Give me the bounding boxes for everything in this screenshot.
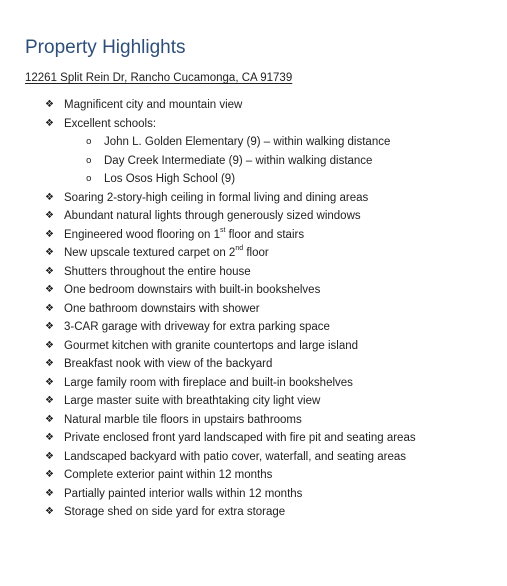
sub-list-item: [0, 170, 507, 189]
list-item: [0, 189, 507, 208]
list-item-text: Shutters throughout the entire house: [64, 265, 251, 278]
circle-bullet-icon: o: [86, 174, 92, 184]
list-item-text: Los Osos High School (9): [104, 173, 236, 185]
list-item-text: Soaring 2-story-high ceiling in formal living and dining areas: [64, 191, 369, 204]
list-item-text: Large family room with fireplace and built-in bookshelves: [64, 376, 353, 389]
list-item: [0, 281, 507, 300]
list-item: [0, 207, 507, 226]
page-title: Property Highlights: [25, 37, 186, 58]
circle-bullet-icon: o: [86, 137, 92, 147]
circle-bullet-icon: o: [86, 155, 92, 166]
list-item: [0, 355, 507, 374]
list-item: [0, 429, 507, 448]
diamond-bullet-icon: ❖: [45, 339, 54, 351]
diamond-bullet-icon: ❖: [45, 191, 54, 203]
list-item: [0, 115, 507, 134]
diamond-bullet-icon: ❖: [45, 469, 54, 480]
list-item-text: Gourmet kitchen with granite countertops and large island: [64, 339, 359, 352]
list-item-text: Private enclosed front yard landscaped with fire pit and seating areas: [64, 432, 416, 444]
list-item-text: Partially painted interior walls within 12 months: [64, 487, 303, 500]
diamond-bullet-icon: ❖: [45, 487, 54, 499]
list-item-text: Engineered wood flooring on 1st floor and stairs: [64, 226, 305, 241]
list-item-text: Complete exterior paint within 12 months: [64, 469, 273, 481]
list-item: [0, 300, 507, 319]
property-address: 12261 Split Rein Dr, Rancho Cucamonga, CA 91739: [25, 72, 293, 84]
list-item-text: New upscale textured carpet on 2nd floor: [64, 245, 269, 259]
list-item-text: Day Creek Intermediate (9) – within walking distance: [104, 154, 373, 167]
list-item-text: Storage shed on side yard for extra storage: [64, 506, 286, 518]
list-item: [0, 244, 507, 263]
list-item-text: Large master suite with breathtaking city light view: [64, 395, 321, 407]
diamond-bullet-icon: ❖: [45, 376, 54, 388]
diamond-bullet-icon: ❖: [45, 228, 54, 240]
list-item: [0, 485, 507, 504]
list-item-text: One bathroom downstairs with shower: [64, 302, 260, 315]
diamond-bullet-icon: ❖: [45, 506, 54, 517]
sub-list-item: [0, 133, 507, 152]
list-item: [0, 337, 507, 356]
diamond-bullet-icon: ❖: [45, 302, 54, 314]
diamond-bullet-icon: ❖: [45, 321, 54, 332]
list-item: [0, 392, 507, 411]
diamond-bullet-icon: ❖: [45, 99, 54, 110]
list-item: [0, 411, 507, 430]
diamond-bullet-icon: ❖: [45, 432, 54, 443]
diamond-bullet-icon: ❖: [45, 265, 54, 277]
list-item-text: 3-CAR garage with driveway for extra parking space: [64, 321, 330, 333]
list-item: [0, 318, 507, 337]
list-item-text: Excellent schools:: [64, 117, 157, 130]
list-item-text: Landscaped backyard with patio cover, waterfall, and seating areas: [64, 450, 407, 463]
sub-list-item: [0, 152, 507, 171]
list-item: [0, 448, 507, 467]
list-item-text: Magnificent city and mountain view: [64, 99, 243, 111]
diamond-bullet-icon: ❖: [45, 117, 54, 129]
list-item: [0, 226, 507, 245]
list-item-text: John L. Golden Elementary (9) – within walking distance: [104, 136, 391, 148]
list-item: [0, 503, 507, 522]
list-item-text: Natural marble tile floors in upstairs bathrooms: [64, 413, 302, 426]
diamond-bullet-icon: ❖: [45, 210, 54, 221]
list-item-text: Breakfast nook with view of the backyard: [64, 358, 273, 370]
diamond-bullet-icon: ❖: [45, 358, 54, 369]
diamond-bullet-icon: ❖: [45, 247, 54, 258]
diamond-bullet-icon: ❖: [45, 413, 54, 425]
diamond-bullet-icon: ❖: [45, 284, 54, 295]
list-item: [0, 466, 507, 485]
diamond-bullet-icon: ❖: [45, 450, 54, 462]
list-item-text: Abundant natural lights through generously sized windows: [64, 210, 361, 222]
diamond-bullet-icon: ❖: [45, 395, 54, 406]
list-item: [0, 374, 507, 393]
highlights-list: [0, 96, 507, 522]
list-item-text: One bedroom downstairs with built-in bookshelves: [64, 284, 321, 296]
list-item: [0, 263, 507, 282]
list-item: [0, 96, 507, 115]
